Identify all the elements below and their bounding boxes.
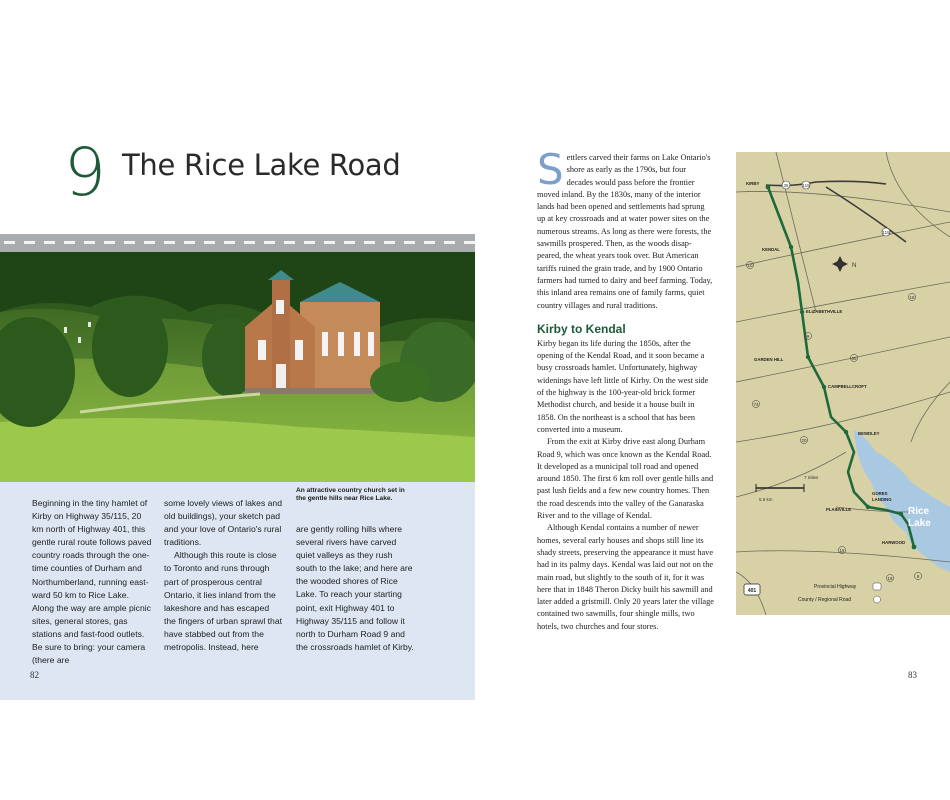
church-photo bbox=[0, 252, 475, 482]
page-number-left: 82 bbox=[30, 670, 39, 680]
page-number-right: 83 bbox=[908, 670, 917, 680]
road-dash bbox=[144, 241, 155, 244]
place-harwood: HARWOOD bbox=[882, 540, 906, 545]
road-18-label: 18 bbox=[909, 294, 915, 300]
road-115-label: 115 bbox=[802, 182, 810, 188]
road-dash bbox=[444, 241, 455, 244]
place-garden-hill: GARDEN HILL bbox=[754, 357, 784, 362]
road-dash bbox=[304, 241, 315, 244]
place-bewdley: BEWDLEY bbox=[858, 431, 880, 436]
road-401-label: 401 bbox=[747, 588, 757, 594]
road-dash bbox=[424, 241, 435, 244]
place-kirby: KIRBY bbox=[746, 181, 760, 186]
road-115-label-2: 115 bbox=[882, 229, 890, 235]
drop-cap: S bbox=[537, 145, 564, 194]
column-1-text: Beginning in the tiny hamlet of Kirby on Highway 35/115, 20 km north of Highway 401, this gentle rural route follows paved country roads through the one-time counties of Durham and Northumberland, running east-ward 50 km to Rice Lake. Along the way are ample picnic sites, general stores, gas stations and fast-food outlets. Be sure to bring: your camera (there are bbox=[32, 498, 152, 666]
compass-label: N bbox=[852, 263, 857, 269]
lake-label-lake: Lake bbox=[908, 518, 931, 529]
road-dash bbox=[204, 241, 215, 244]
road-dash bbox=[344, 241, 355, 244]
road-dash bbox=[24, 241, 35, 244]
road-dash bbox=[324, 241, 335, 244]
chapter-number: 9 bbox=[64, 134, 106, 211]
route-map bbox=[736, 152, 950, 615]
road-dash bbox=[124, 241, 135, 244]
road-20-label: 20 bbox=[801, 437, 807, 443]
column-2-paragraph-2: Although this route is close to Toronto and runs through part of prosperous central Ontario, it lies inland from the lakeshore and has escaped the fingers of urban sprawl that have stabbed out from the metropolis. Instead, here bbox=[164, 550, 282, 653]
road-dash bbox=[384, 241, 395, 244]
place-campbellcroft: CAMPBELLCROFT bbox=[828, 384, 867, 389]
road-dash bbox=[224, 241, 235, 244]
road-dash bbox=[84, 241, 95, 244]
provincial-shield-icon bbox=[873, 583, 881, 590]
paragraph-route: From the exit at Kirby drive east along Durham Road 9, which was once known as the Kendal Road. It developed as a municipal toll road and opened around 1850. The first 6 km roll over gentle hills and past lush fields and a few new country homes. Then the road descends into the valley of the Ganaraska River and to the village of Kendal. bbox=[537, 437, 714, 521]
scale-km: 5.5 km bbox=[759, 497, 773, 502]
road-dash bbox=[44, 241, 55, 244]
road-dash bbox=[464, 241, 475, 244]
road-10-label: 10 bbox=[747, 262, 753, 268]
road-dash bbox=[64, 241, 75, 244]
photo-caption: An attractive country church set in the gentle hills near Rice Lake. bbox=[296, 487, 405, 503]
text-column-2 bbox=[164, 497, 282, 654]
road-65-label: 65 bbox=[851, 355, 857, 361]
road-dash bbox=[184, 241, 195, 244]
column-2-paragraph-1: some lovely views of lakes and old buildings), your sketch pad and your love of Ontario's rural traditions. bbox=[164, 498, 282, 548]
road-dash bbox=[284, 241, 295, 244]
legend-provincial-highway: Provincial Highway bbox=[814, 584, 857, 590]
body-text bbox=[537, 145, 714, 633]
text-column-1 bbox=[32, 497, 152, 667]
road-dash bbox=[244, 241, 255, 244]
text-column-3 bbox=[296, 523, 414, 654]
road-35-label: 35 bbox=[783, 182, 789, 188]
road-74-label: 74 bbox=[753, 401, 759, 407]
opening-paragraph bbox=[537, 145, 714, 312]
county-road-icon bbox=[874, 596, 881, 603]
road-15-label: 15 bbox=[839, 547, 845, 553]
scale-miles: 7 miles bbox=[804, 475, 819, 480]
lake-label-rice: Rice bbox=[908, 506, 930, 517]
paragraph-kirby: Kirby began its life during the 1850s, after the opening of the Kendal Road, and it soon became a busy crossroads hamlet. Unfortunately, highway widenings have left little of Kirby. On the west side of the highway is the 100-year-old brick former Methodist church, and beside it a house built in 1858. On the northeast is a school that has been converted into a museum. bbox=[537, 338, 709, 434]
place-kendal: KENDAL bbox=[762, 247, 780, 252]
place-gores: GORES bbox=[872, 491, 888, 496]
place-landing: LANDING bbox=[872, 497, 892, 502]
road-strip bbox=[0, 234, 475, 252]
place-elizabethville: ELIZABETHVILLE bbox=[806, 309, 843, 314]
paragraph-kendal: Although Kendal contains a number of newer homes, several early houses and shops still line its shady streets, preserving the appearance it must have had in its palmy days. Kendal was laid out not on the main road, but slightly to the south of it, for it was here that in 1848 Theron Dicky built his sawmill and later added a gristmill. Only 20 years later the village contained two sawmills, four shingle mills, two hotels, two churches and four stores. bbox=[537, 523, 714, 631]
road-18-label-2: 18 bbox=[887, 575, 893, 581]
chapter-title: The Rice Lake Road bbox=[122, 148, 401, 182]
road-dash bbox=[404, 241, 415, 244]
road-dash bbox=[364, 241, 375, 244]
section-heading: Kirby to Kendal bbox=[537, 321, 626, 336]
opening-paragraph-text: ettlers carved their farms on Lake Ontario's shore as early as the 1790s, but four decades would pass before the frontier moved inland. By the 1830s, many of the interior lands had been opened and settlements had sprung up at key crossroads and at water power sites on the numerous streams. As long as there were forests, the sawmills prospered. Then, as the woods disap-peared, the wheat years took over. But American tariffs ruined the grain trade, and by 1900 Ontario farmers had turned to dairy and beef farming. Today, this inland area remains one of family farms, quiet country villages and rural traditions. bbox=[537, 153, 713, 310]
road-9-label-2: 9 bbox=[916, 573, 920, 579]
road-9-label: 9 bbox=[806, 333, 810, 339]
road-dash bbox=[104, 241, 115, 244]
place-plainville: PLAINVILLE bbox=[826, 507, 852, 512]
highway-401-shield bbox=[744, 584, 760, 595]
road-dash bbox=[264, 241, 275, 244]
road-dash bbox=[4, 241, 15, 244]
road-dash bbox=[164, 241, 175, 244]
column-3-text: are gently rolling hills where several rivers have carved quiet valleys as they rush south to the lake; and here are the wooded shores of Rice Lake. To reach your starting point, exit Highway 401 to Highway 35/115 and follow it north to Durham Road 9 and the crossroads hamlet of Kirby. bbox=[296, 524, 414, 652]
legend-county-road: County / Regional Road bbox=[798, 597, 852, 603]
